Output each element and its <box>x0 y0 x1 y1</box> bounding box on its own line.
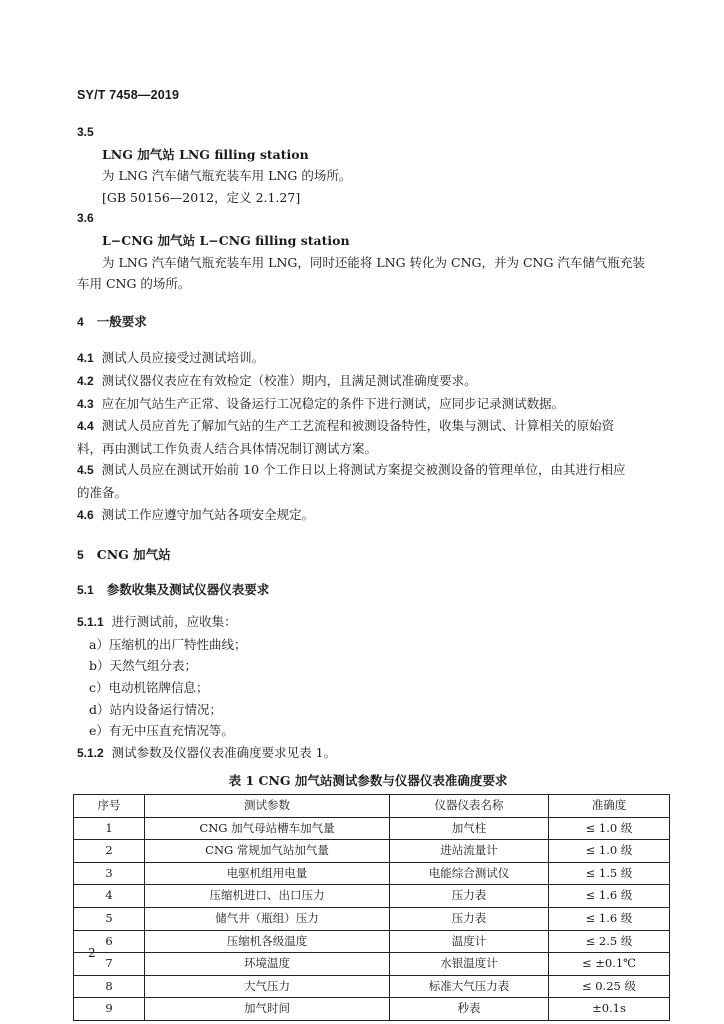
clause-4-5-text-line1: 测试人员应在测试开始前 10 个工作日以上将测试方案提交被测设备的管理单位，由其进行相应 <box>101 462 626 478</box>
subsection-5-1-heading <box>77 579 659 602</box>
table-cell: 4 <box>74 885 145 908</box>
clause-4-2 <box>77 370 659 393</box>
column-header: 序号 <box>74 795 145 818</box>
table-cell: ≤ 1.6 级 <box>549 885 670 908</box>
section-5-title: CNG 加气站 <box>96 547 171 563</box>
clause-5-1-2-text: 测试参数及仪器仪表准确度要求见表 1。 <box>111 744 337 760</box>
clause-5-1-1 <box>77 611 659 634</box>
list-item: d）站内设备运行情况； <box>89 701 223 717</box>
table-cell: ≤ 1.0 级 <box>549 817 670 840</box>
table-cell: 进站流量计 <box>390 840 549 863</box>
section-5-number: 5 <box>77 548 84 563</box>
table-cell: 环境温度 <box>145 953 390 976</box>
table-cell: 2 <box>74 840 145 863</box>
table-cell: 3 <box>74 862 145 885</box>
standard-code-header: SY/T 7458—2019 <box>77 88 180 102</box>
section-4-heading <box>77 311 659 334</box>
clause-5-1-2-number: 5.1.2 <box>77 745 104 760</box>
table-cell: 9 <box>74 998 145 1021</box>
table-cell: ±0.1s <box>549 998 670 1021</box>
section-5-heading <box>77 544 659 567</box>
clause-4-3-number: 4.3 <box>77 396 94 411</box>
clause-4-2-number: 4.2 <box>77 373 94 388</box>
list-item: c）电动机铭牌信息； <box>89 680 209 696</box>
table-1-title: 表 1 CNG 加气站测试参数与仪器仪表准确度要求 <box>228 773 508 789</box>
document-body <box>77 122 659 1021</box>
list-item: a）压缩机的出厂特性曲线； <box>89 636 247 652</box>
table-row <box>74 885 670 908</box>
column-header: 测试参数 <box>145 795 390 818</box>
table-cell: ≤ 2.5 级 <box>549 930 670 953</box>
table-cell: 加气时间 <box>145 998 390 1021</box>
table-row <box>74 817 670 840</box>
table-row <box>74 975 670 998</box>
section-4-title: 一般要求 <box>96 313 147 329</box>
clause-4-6-text: 测试工作应遵守加气站各项安全规定。 <box>101 506 315 522</box>
section-4-number: 4 <box>77 314 84 329</box>
table-cell: 5 <box>74 908 145 931</box>
table-cell: 水银温度计 <box>390 953 549 976</box>
clause-5-1-1-text: 进行测试前，应收集： <box>111 614 237 630</box>
table-cell: 6 <box>74 930 145 953</box>
table-row <box>74 998 670 1021</box>
subsection-5-1-title: 参数收集及测试仪器仪表要求 <box>106 581 270 597</box>
table-cell: 温度计 <box>390 930 549 953</box>
definition-lcng-line2: 车用 CNG 的场所。 <box>77 276 191 292</box>
clause-4-4-text-line1: 测试人员应首先了解加气站的生产工艺流程和被测设备特性，收集与测试、计算相关的原始资 <box>101 418 615 434</box>
table-cell: 电能综合测试仪 <box>390 862 549 885</box>
clause-4-3 <box>77 393 659 416</box>
table-row <box>74 862 670 885</box>
table-cell: CNG 加气母站槽车加气量 <box>145 817 390 840</box>
page-number: 2 <box>88 946 96 960</box>
table-cell: 压缩机各级温度 <box>145 930 390 953</box>
clause-5-1-1-number: 5.1.1 <box>77 615 104 630</box>
table-cell: 电驱机组用电量 <box>145 862 390 885</box>
table-row <box>74 953 670 976</box>
column-header: 准确度 <box>549 795 670 818</box>
definition-lcng-line1: 为 LNG 汽车储气瓶充装车用 LNG，同时还能将 LNG 转化为 CNG，并为 CNG 汽车储气瓶充装 <box>102 254 645 270</box>
clause-4-5-cont: 的准备。 <box>77 484 128 500</box>
table-cell: ≤ 1.0 级 <box>549 840 670 863</box>
term-lcng-station: L−CNG 加气站 L−CNG filling station <box>102 232 350 248</box>
table-cell: 8 <box>74 975 145 998</box>
table-cell: 储气井（瓶组）压力 <box>145 908 390 931</box>
table-cell: 标准大气压力表 <box>390 975 549 998</box>
table-cell: CNG 常规加气站加气量 <box>145 840 390 863</box>
clause-4-4 <box>77 415 659 438</box>
table-cell: 加气柱 <box>390 817 549 840</box>
clause-4-1-text: 测试人员应接受过测试培训。 <box>101 350 265 366</box>
column-header: 仪器仪表名称 <box>390 795 549 818</box>
clause-4-2-text: 测试仪器仪表应在有效检定（校准）期内，且满足测试准确度要求。 <box>101 372 477 388</box>
table-row <box>74 840 670 863</box>
clause-4-5-number: 4.5 <box>77 463 94 478</box>
table-cell: 7 <box>74 953 145 976</box>
clause-4-4-number: 4.4 <box>77 419 94 434</box>
definition-source: [GB 50156—2012，定义 2.1.27] <box>102 189 301 205</box>
clause-number-3-6: 3.6 <box>77 211 94 226</box>
table-row <box>74 908 670 931</box>
clause-4-4-cont: 料，再由测试工作负责人结合具体情况制订测试方案。 <box>77 440 378 456</box>
table-cell: ≤ ±0.1℃ <box>549 953 670 976</box>
clause-4-1 <box>77 347 659 370</box>
table-cell: 压缩机进口、出口压力 <box>145 885 390 908</box>
clause-4-6 <box>77 504 659 527</box>
collection-list <box>77 634 659 742</box>
clause-5-1-2 <box>77 742 659 765</box>
table-cell: 大气压力 <box>145 975 390 998</box>
table-cell: ≤ 0.25 级 <box>549 975 670 998</box>
table-cell: ≤ 1.6 级 <box>549 908 670 931</box>
subsection-5-1-number: 5.1 <box>77 582 94 597</box>
table-cell: 1 <box>74 817 145 840</box>
table-1 <box>73 794 670 1021</box>
definition-lng-station: 为 LNG 汽车储气瓶充装车用 LNG 的场所。 <box>102 168 352 184</box>
table-cell: 压力表 <box>390 885 549 908</box>
list-item: e）有无中压直充情况等。 <box>89 723 234 739</box>
clause-4-1-number: 4.1 <box>77 351 94 366</box>
list-item: b）天然气组分表； <box>89 658 198 674</box>
table-cell: 秒表 <box>390 998 549 1021</box>
table-cell: 压力表 <box>390 908 549 931</box>
clause-4-6-number: 4.6 <box>77 507 94 522</box>
table-header-row <box>74 795 670 818</box>
table-row <box>74 930 670 953</box>
table-cell: ≤ 1.5 级 <box>549 862 670 885</box>
clause-number-3-5: 3.5 <box>77 125 94 139</box>
clause-4-3-text: 应在加气站生产正常、设备运行工况稳定的条件下进行测试，应同步记录测试数据。 <box>101 395 565 411</box>
clause-4-5 <box>77 459 659 482</box>
term-lng-station: LNG 加气站 LNG filling station <box>102 146 309 162</box>
